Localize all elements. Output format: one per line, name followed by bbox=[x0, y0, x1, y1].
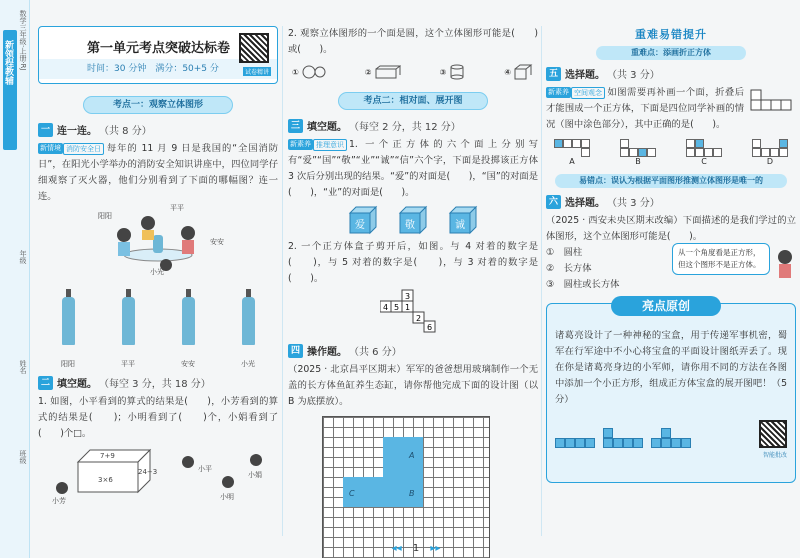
kid-label-xiaoming: 小明 bbox=[220, 493, 234, 501]
question-2-2: 2. 观察立体图形的一个面是圆，这个立体图形可能是( )或( )。 bbox=[288, 28, 538, 55]
girl-icon bbox=[774, 249, 796, 285]
option-b[interactable]: B bbox=[620, 139, 656, 166]
choice-3[interactable]: ③ 圆柱或长方体 bbox=[546, 279, 620, 290]
options-row bbox=[554, 139, 788, 166]
svg-text:6: 6 bbox=[427, 323, 433, 332]
students-around-extinguisher bbox=[38, 205, 278, 275]
cube-label-front: 3×6 bbox=[98, 476, 113, 484]
prev-page-icon[interactable]: ◂◂ bbox=[391, 543, 402, 554]
dice-results bbox=[288, 205, 538, 235]
option-d[interactable]: D bbox=[752, 139, 788, 166]
column-3 bbox=[546, 26, 796, 483]
person-label-xiaoguang: 小光 bbox=[150, 268, 164, 276]
cuboid-icon bbox=[375, 65, 401, 79]
qr-code-icon-2[interactable] bbox=[759, 420, 787, 448]
cube-label-top: 7+9 bbox=[100, 452, 115, 460]
question-7: 诸葛亮设计了一种神秘的宝盒，用于传递军事机密，蜀军在行军途中不小心将宝盒的平面设计图纸弄丢了。现在你是诸葛亮身边的小军师，请你用不同的方法在各图中添加一个小正方形，组成正方体宝盒的展开图吧！（5 分） bbox=[555, 330, 787, 405]
question-6: （2025 · 西安未央区期末改编）下面描述的是我们学过的立体图形，这个立体图形可能是( )。 bbox=[546, 215, 796, 242]
spine-series: 数学三年级·上册·RJ bbox=[19, 10, 27, 71]
svg-text:诚: 诚 bbox=[455, 220, 465, 231]
cylinder-icon bbox=[449, 64, 465, 80]
grid-face-a bbox=[383, 437, 423, 477]
incomplete-net-icon bbox=[750, 89, 796, 119]
extinguisher-labels: 阳阳 平平 安安 小光 bbox=[61, 360, 255, 368]
spine-name-label: 姓名 bbox=[19, 360, 27, 374]
bright-spot-title: 亮点原创 bbox=[611, 296, 721, 316]
section-3-header: 三 填空题。 （每空 2 分，共 12 分） bbox=[288, 118, 538, 133]
design-grid[interactable] bbox=[322, 416, 490, 558]
spine bbox=[0, 0, 30, 558]
section-6-header: 六 选择题。 （共 3 分） bbox=[546, 194, 796, 209]
grid-label-a: A bbox=[409, 451, 415, 460]
qr-code-icon[interactable] bbox=[239, 33, 269, 63]
bright-spot-box bbox=[546, 299, 796, 483]
kid-label-xiaoping: 小平 bbox=[198, 465, 212, 473]
qr-caption-2: 智能批改 bbox=[762, 452, 787, 459]
section-1-text: 新情境 消防安全日 每年的 11 月 9 日是我国的“全国消防日”，在阳光小学举办的消防安全知识讲座中，四位同学仔细观察了灭火器，他们分别看到了下面的哪幅图？连一连。 bbox=[38, 143, 278, 202]
section-2-header: 二 填空题。 （每空 3 分，共 18 分） bbox=[38, 375, 278, 390]
extinguisher-icon bbox=[62, 297, 75, 345]
improve-banner: 重难易错提升 bbox=[635, 28, 707, 41]
cube-label-side: 24−3 bbox=[138, 468, 158, 476]
net-3[interactable] bbox=[651, 428, 691, 448]
question-4: （2025 · 北京昌平区期末）军军的爸爸想用玻璃制作一个无盖的长方体鱼缸养生态缸，请你帮他完成下面的设计图（以 B 为底摆放）。 bbox=[288, 364, 538, 407]
dice-1 bbox=[348, 205, 378, 235]
svg-text:敬: 敬 bbox=[405, 220, 415, 231]
section-5-header: 五 选择题。 （共 3 分） bbox=[546, 66, 796, 81]
dice-3 bbox=[448, 205, 478, 235]
column-1 bbox=[38, 26, 278, 505]
cube-kids-illustration bbox=[38, 442, 278, 505]
svg-text:爱: 爱 bbox=[355, 220, 365, 231]
option-a[interactable]: A bbox=[554, 139, 590, 166]
sphere-cylinder-icon bbox=[302, 65, 326, 79]
section-4-header: 四 操作题。 （共 6 分） bbox=[288, 343, 538, 358]
kp-1: 考点一：观察立体图形 bbox=[83, 96, 233, 114]
choice-2[interactable]: ② 长方体 bbox=[546, 263, 592, 274]
exam-title: 第一单元考点突破达标卷 bbox=[87, 41, 231, 56]
extinguisher-icon bbox=[182, 297, 195, 345]
svg-text:5: 5 bbox=[394, 303, 400, 312]
sub-banner-1: 重难点：添画折正方体 bbox=[596, 46, 746, 60]
qr-caption: 试卷精讲 bbox=[244, 69, 269, 76]
question-3-1: 新素养 推理意识 1. 一个正方体的六个面上分别写有“爱”“国”“敬”“业”“诚”“信”六个字，下面是投掷该正方体 3 次后分别出现的结果。“爱”的对面是( )，“国”的对面是( )，“业”的对面是( )。 bbox=[288, 139, 538, 198]
choice-1[interactable]: ① 圆柱 bbox=[546, 247, 583, 258]
kid-label-xiaofang: 小芳 bbox=[52, 497, 66, 505]
grid-label-b: B bbox=[409, 489, 415, 498]
svg-text:1: 1 bbox=[405, 303, 411, 312]
net-1[interactable] bbox=[555, 428, 595, 448]
exam-meta: 时间：30 分钟 满分：50+5 分 bbox=[39, 59, 277, 79]
extinguisher-icon bbox=[242, 297, 255, 345]
spine-class-label: 班级 bbox=[19, 450, 27, 464]
svg-text:2: 2 bbox=[416, 314, 422, 323]
spine-brand: 新领程教辅 bbox=[3, 40, 13, 85]
column-2 bbox=[288, 26, 538, 558]
page-number: 1 bbox=[412, 543, 420, 554]
students-illustration bbox=[38, 205, 278, 275]
question-3-2: 2. 一个正方体盒子剪开后，如图。与 4 对着的数字是( )，与 5 对着的数字是( )，与 3 对着的数字是( )。 bbox=[288, 241, 538, 284]
dice-2 bbox=[398, 205, 428, 235]
net-2[interactable] bbox=[603, 428, 643, 448]
question-2-1: 1. 如图，小平看到的算式的结果是( )，小芳看到的算式的结果是( )；小明看到了( )个，小娟看到了( )个□。 bbox=[38, 396, 278, 439]
worksheet-page bbox=[32, 0, 800, 558]
kid-label-xiaojuan: 小娟 bbox=[248, 471, 262, 479]
person-label-pingping: 平平 bbox=[170, 204, 184, 212]
cube-icon bbox=[514, 64, 534, 80]
treasure-box-nets bbox=[555, 420, 787, 448]
grid-label-c: C bbox=[349, 489, 355, 498]
kp-2: 考点二：相对面、展开图 bbox=[338, 92, 488, 110]
spine-grade-label: 年级 bbox=[19, 250, 27, 264]
person-label-yangyang: 阳阳 bbox=[98, 212, 112, 220]
exam-title-box bbox=[38, 26, 278, 84]
svg-text:4: 4 bbox=[383, 303, 389, 312]
option-c[interactable]: C bbox=[686, 139, 722, 166]
svg-text:3: 3 bbox=[405, 292, 411, 301]
extinguisher-views bbox=[38, 279, 278, 345]
next-page-icon[interactable]: ▸▸ bbox=[430, 543, 441, 554]
sub-banner-2: 易错点：误认为根据平面图形推测立体图形是唯一的 bbox=[555, 174, 787, 188]
page-footer bbox=[32, 543, 800, 554]
section-1-header: 一 连一连。 （共 8 分） bbox=[38, 122, 278, 137]
person-label-anan: 安安 bbox=[210, 238, 224, 246]
extinguisher-icon bbox=[122, 297, 135, 345]
cube-net-numbers bbox=[380, 289, 538, 337]
grid-face-b bbox=[383, 477, 423, 507]
solid-shapes-row: ① ② ③ ④ bbox=[292, 64, 534, 80]
speech-bubble: 从一个角度看是正方形，但这个图形不是正方体。 bbox=[672, 243, 770, 275]
question-5: 新素养 空间观念 如图需要再补画一个面，折叠后才能围成一个正方体，下面是四位同学补画的情况（图中涂色部分），其中正确的是( )。 bbox=[546, 87, 744, 130]
